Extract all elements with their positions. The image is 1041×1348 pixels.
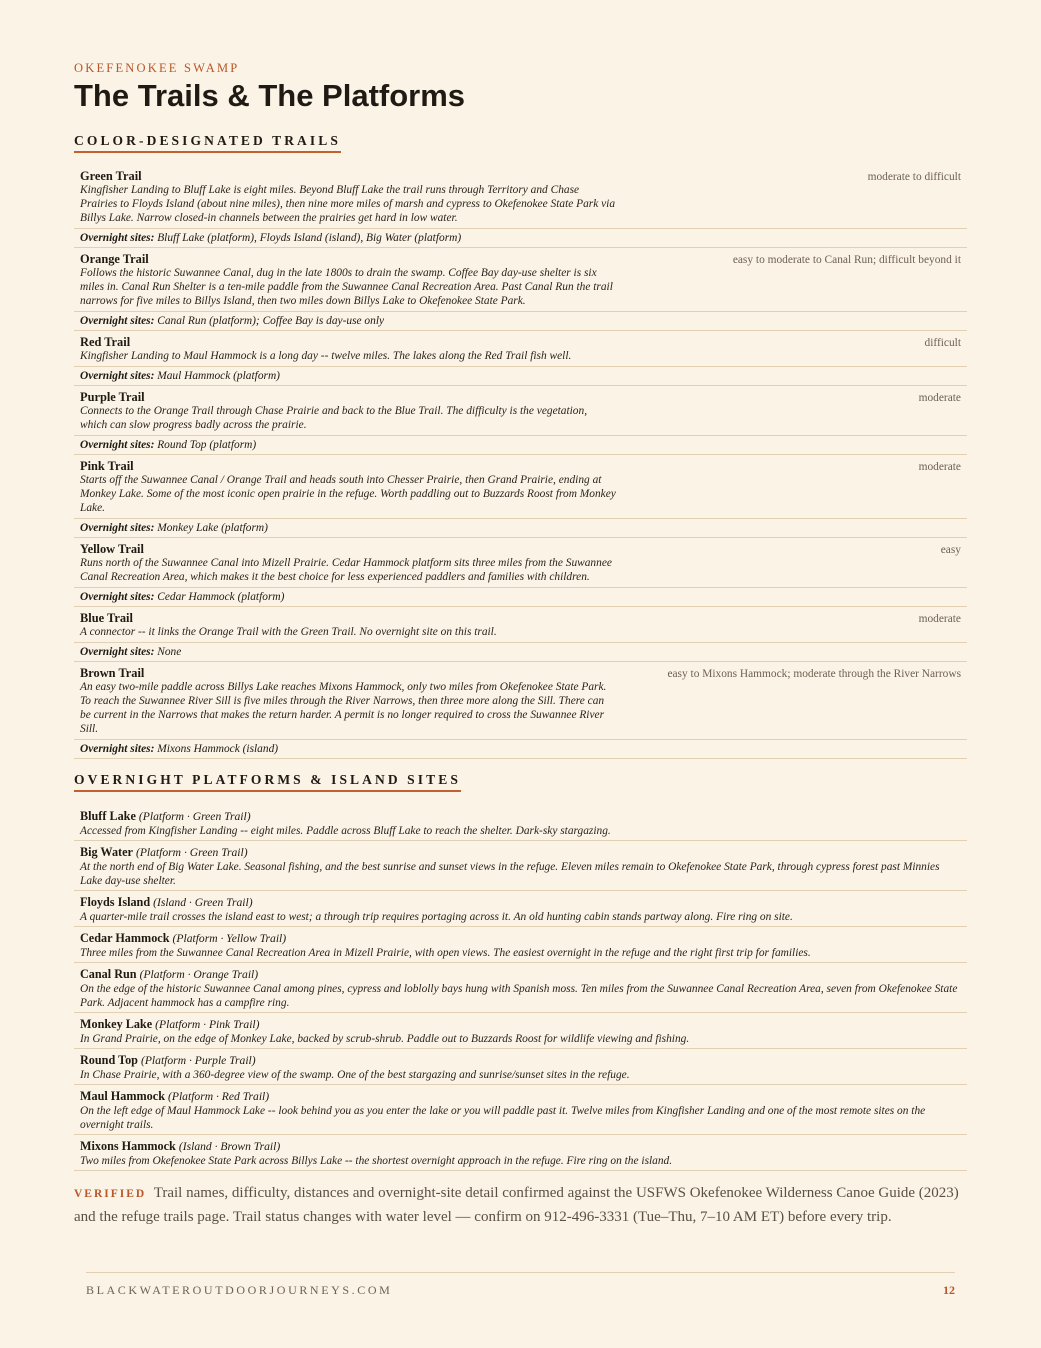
trail-header [74,662,967,739]
trail-header [74,455,967,518]
trail-overnight [74,587,967,606]
overnight-label: Overnight sites: [80,591,155,603]
site-name: Canal Run [80,967,137,981]
trail-row [74,386,967,455]
site-header [80,809,961,824]
overnight-sites: Mixons Hammock (island) [157,743,279,755]
site-description: A quarter-mile trail crosses the island east to west; a through trip requires portaging across it. An old hunting cabin stands partway along. Fire ring on site. [80,911,793,923]
trail-row [74,248,967,331]
site-description: Two miles from Okefenokee State Park across Billys Lake -- the shortest overnight approach in the refuge. Fire ring on the island. [80,1155,673,1167]
site-header [80,931,961,946]
overnight-sites: Bluff Lake (platform), Floyds Island (island), Big Water (platform) [157,232,462,244]
trail-difficulty: difficult [924,337,961,349]
site-name: Maul Hammock [80,1089,165,1103]
overnight-label: Overnight sites: [80,743,155,755]
trail-row [74,331,967,386]
site-row [74,1049,967,1085]
site-row [74,963,967,1013]
trail-overnight [74,311,967,330]
site-description: On the left edge of Maul Hammock Lake -- look behind you as you enter the lake or you will paddle past it. Twelve miles from Kingfisher Landing and one of the most remote sites on the overnight trails. [80,1105,926,1131]
trail-name: Green Trail [80,169,142,183]
site-type: (Platform · Orange Trail) [139,968,259,981]
overnight-sites: Round Top (platform) [157,439,257,451]
site-type: (Platform · Green Trail) [138,810,251,823]
trail-description: Runs north of the Suwannee Canal into Mizell Prairie. Cedar Hammock platform sits three miles from the Suwannee Canal Recreation Area, which makes it the best choice for less experienced paddlers and families with children. [80,557,612,583]
overnight-sites: None [157,646,182,658]
trail-description: An easy two-mile paddle across Billys Lake reaches Mixons Hammock, only two miles from Okefenokee State Park. To reach the Suwannee River Sill is five miles through the River Narrows, then three more along the Sill. There can be current in the Narrows that makes the return harder. A permit is no longer required to cross the Suwannee River Sill. [80,681,607,735]
trail-difficulty: easy to Mixons Hammock; moderate through the River Narrows [667,668,961,680]
site-type: (Platform · Yellow Trail) [172,932,287,945]
site-name: Round Top [80,1053,138,1067]
trail-row [74,662,967,759]
trail-row [74,455,967,538]
trail-overnight [74,435,967,454]
site-row [74,927,967,963]
site-name: Mixons Hammock [80,1139,176,1153]
site-header [80,967,961,982]
overnight-sites: Monkey Lake (platform) [157,522,268,534]
trail-description: Kingfisher Landing to Bluff Lake is eight miles. Beyond Bluff Lake the trail runs through Territory and Chase Prairies to Floyds Island (about nine miles), then nine more miles of marsh and cypress to Okefenokee State Park via Billys Lake. Narrow closed-in channels between the prairies get hard in low water. [80,184,616,224]
site-name: Monkey Lake [80,1017,153,1031]
trail-list [74,165,967,759]
site-list [74,805,967,1171]
trail-name: Orange Trail [80,252,149,266]
trail-header [74,386,967,435]
trail-name: Red Trail [80,335,131,349]
site-name: Floyds Island [80,895,151,909]
site-header [80,1017,961,1032]
trail-header [74,248,967,311]
overnight-label: Overnight sites: [80,439,155,451]
site-header [80,1089,961,1104]
verified-text: Trail names, difficulty, distances and overnight-site detail confirmed against the USFWS Okefenokee Wilderness Canoe Guide (2023) and the refuge trails page. Trail status changes with water level — confirm on 912-496-3331 (Tue–Thu, 7–10 AM ET) before every trip. [74,1185,959,1225]
trail-difficulty: moderate [918,392,961,404]
site-description: In Chase Prairie, with a 360-degree view of the swamp. One of the best stargazing and sunrise/sunset sites in the refuge. [80,1069,630,1081]
overnight-label: Overnight sites: [80,315,155,327]
trail-overnight [74,739,967,758]
footer-site-link[interactable]: BLACKWATEROUTDOORJOURNEYS.COM [86,1283,393,1297]
site-name: Bluff Lake [80,809,136,823]
trail-header [74,165,967,228]
trail-overnight [74,642,967,661]
site-row [74,1013,967,1049]
trail-description: Starts off the Suwannee Canal / Orange Trail and heads south into Chesser Prairie, then Grand Prairie, ending at Monkey Lake. Some of the most iconic open prairie in the refuge. Worth paddling out to Buzzards Roost from Monkey Lake. [80,474,616,514]
trail-overnight [74,228,967,247]
verified-note [74,1182,967,1229]
page-number: 12 [943,1283,955,1297]
verified-tag: VERIFIED [74,1188,147,1200]
trail-name: Brown Trail [80,666,145,680]
eyebrow: OKEFENOKEE SWAMP [74,61,240,75]
trail-row [74,607,967,662]
trail-difficulty: easy to moderate to Canal Run; difficult beyond it [732,254,961,266]
overnight-sites: Maul Hammock (platform) [157,370,280,382]
site-type: (Platform · Pink Trail) [155,1018,260,1031]
trail-header [74,607,967,642]
site-type: (Platform · Red Trail) [168,1090,270,1103]
trail-difficulty: moderate to difficult [867,171,961,183]
overnight-label: Overnight sites: [80,232,155,244]
site-header [80,1139,961,1154]
trail-overnight [74,366,967,385]
site-header [80,1053,961,1068]
trail-difficulty: moderate [918,613,961,625]
trail-overnight [74,518,967,537]
overnight-label: Overnight sites: [80,370,155,382]
trail-description: Connects to the Orange Trail through Chase Prairie and back to the Blue Trail. The difficulty is the vegetation, which can slow progress badly across the prairie. [80,405,588,431]
trail-description: Follows the historic Suwannee Canal, dug in the late 1800s to drain the swamp. Coffee Bay day-use shelter is six miles in. Canal Run Shelter is a ten-mile paddle from the Suwannee Canal Recreation Area. Past Canal Run the trail narrows for five miles to Billys Island, then two miles down Billys Lake to Okefenokee State Park. [80,267,613,307]
overnight-label: Overnight sites: [80,646,155,658]
site-row [74,1085,967,1135]
site-type: (Platform · Green Trail) [135,846,248,859]
trail-name: Yellow Trail [80,542,144,556]
trail-header [74,331,967,366]
trail-description: Kingfisher Landing to Maul Hammock is a long day -- twelve miles. The lakes along the Red Trail fish well. [80,350,572,362]
trail-header [74,538,967,587]
site-type: (Island · Brown Trail) [178,1140,281,1153]
site-description: Accessed from Kingfisher Landing -- eight miles. Paddle across Bluff Lake to reach the shelter. Dark-sky stargazing. [80,825,611,837]
overnight-sites: Canal Run (platform); Coffee Bay is day-use only [157,315,385,327]
site-header [80,895,961,910]
site-row [74,805,967,841]
site-row [74,1135,967,1171]
trail-difficulty: easy [940,544,961,556]
page [74,60,967,1229]
site-description: In Grand Prairie, on the edge of Monkey Lake, backed by scrub-shrub. Paddle out to Buzzards Roost for wildlife viewing and fishing. [80,1033,690,1045]
site-description: At the north end of Big Water Lake. Seasonal fishing, and the best sunrise and sunset views in the refuge. Eleven miles remain to Okefenokee State Park, through cypress forest past Minnies Lake day-use shelter. [80,861,940,887]
site-type: (Island · Green Trail) [153,896,253,909]
trail-name: Pink Trail [80,459,134,473]
trail-row [74,538,967,607]
site-name: Big Water [80,845,133,859]
site-row [74,841,967,891]
site-name: Cedar Hammock [80,931,170,945]
trail-row [74,165,967,248]
site-row [74,891,967,927]
site-header [80,845,961,860]
site-type: (Platform · Purple Trail) [140,1054,256,1067]
site-description: On the edge of the historic Suwannee Canal among pines, cypress and loblolly bays hung with Spanish moss. Ten miles from the Suwannee Canal Recreation Area, seven from Okefenokee State Park. Adjacent hammock has a campfire ring. [80,983,958,1009]
trails-section-heading: COLOR-DESIGNATED TRAILS [74,133,341,153]
trail-description: A connector -- it links the Orange Trail with the Green Trail. No overnight site on this trail. [80,626,497,638]
trail-name: Purple Trail [80,390,145,404]
overnight-label: Overnight sites: [80,522,155,534]
site-description: Three miles from the Suwannee Canal Recreation Area in Mizell Prairie, with open views. The easiest overnight in the refuge and the right first trip for families. [80,947,811,959]
footer [86,1272,955,1298]
trail-difficulty: moderate [918,461,961,473]
page-title: The Trails & The Platforms [74,78,466,113]
overnight-sites: Cedar Hammock (platform) [157,591,285,603]
sites-section-heading: OVERNIGHT PLATFORMS & ISLAND SITES [74,772,461,792]
trail-name: Blue Trail [80,611,133,625]
